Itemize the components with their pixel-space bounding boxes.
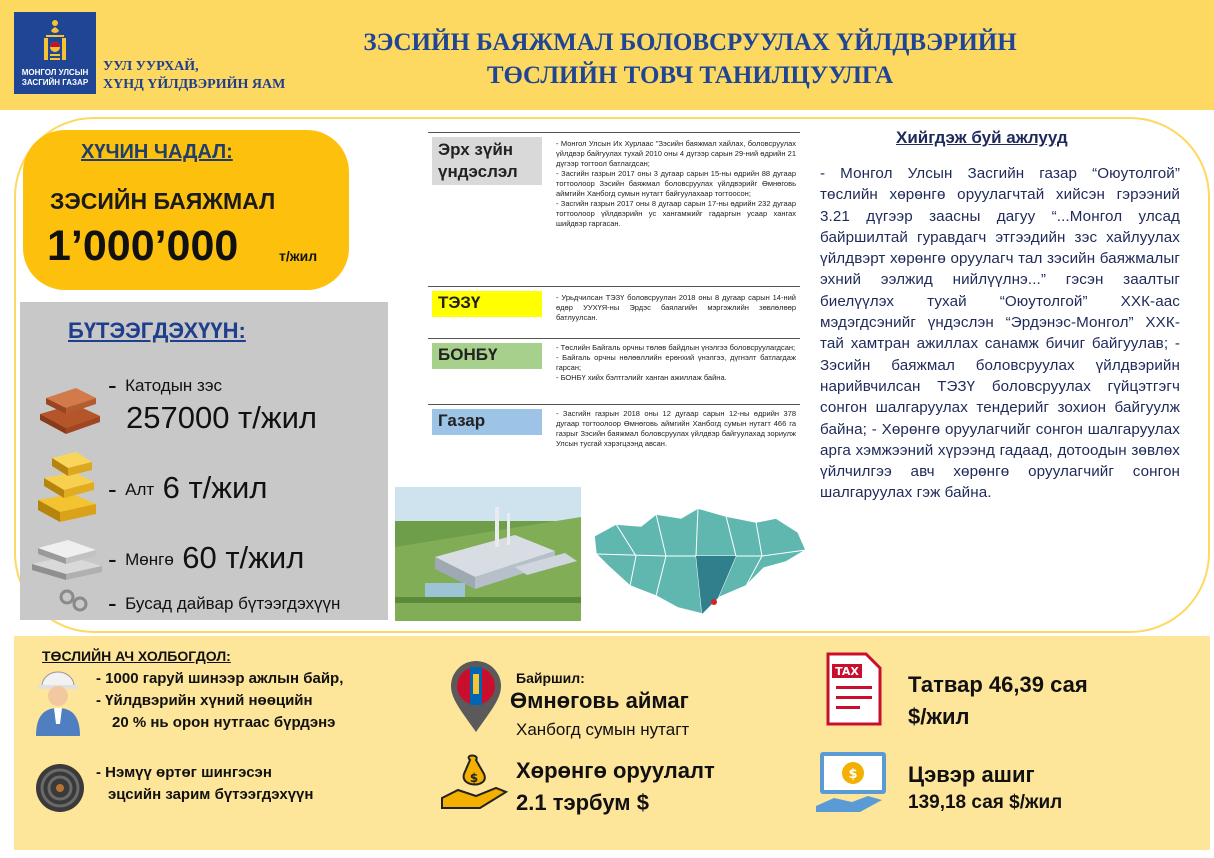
- investment-value: 2.1 тэрбум $: [516, 790, 649, 815]
- capacity-unit: т/жил: [279, 248, 318, 264]
- tax-unit: $/жил: [908, 704, 970, 729]
- legal-text-gazar: - Засгийн газрын 2018 оны 12 дугаар сарын 12-ны өдрийн 378 дугаар тогтоолоор Өмнөговь аймгийн Ханбогд сумын нутагт 466 га газрыг Зэсийн баяжмал боловсруулах үйлдвэр байгуулахад зориулж Улсын тусгай хэрэгцээнд авсан.: [556, 409, 796, 448]
- government-logo: [14, 12, 96, 94]
- jobs-text: - 1000 гаруй шинээр ажлын байр, - Үйлдвэрийн хүний нөөцийн 20 % нь орон нутгаас бүрдэнэ: [96, 670, 344, 731]
- tax-label: Татвар 46,39 сая: [908, 672, 1088, 697]
- legal-row-erh-zui: [428, 132, 800, 288]
- ongoing-works-title: Хийгдэж буй ажлууд: [896, 128, 1068, 147]
- copper-ingot-icon: [34, 374, 104, 436]
- legal-label-erh-zui: Эрх зүйн үндэслэл: [432, 137, 542, 185]
- product-cathode-value: 257000 т/жил: [126, 400, 318, 435]
- investment-icon: [440, 752, 510, 812]
- location-pin-icon: [447, 660, 505, 734]
- legal-label-tezu: ТЭЗҮ: [432, 291, 542, 317]
- logo-text: МОНГОЛ УЛСЫН ЗАСГИЙН ГАЗАР: [21, 68, 89, 87]
- legal-row-bonbu: [428, 338, 800, 404]
- legal-row-gazar: [428, 404, 800, 484]
- capacity-box: [23, 130, 349, 290]
- value-added-text: - Нэмүү өртөг шингэсэн эцсийн зарим бүтээгдэхүүн: [96, 764, 314, 803]
- svg-text:$: $: [848, 767, 858, 782]
- capacity-value: 1’000’000: [47, 222, 239, 270]
- cable-coil-icon: [32, 760, 88, 816]
- tax-document-icon: [822, 650, 886, 728]
- capacity-label: ХҮЧИН ЧАДАЛ:: [81, 141, 233, 163]
- svg-text:$: $: [469, 771, 479, 785]
- legal-row-tezu: [428, 286, 800, 338]
- plant-rendering-image: [395, 487, 581, 621]
- ministry-name: УУЛ УУРХАЙ, ХҮНД ҮЙЛДВЭРИЙН ЯАМ: [103, 59, 286, 92]
- net-profit-value: 139,18 сая $/жил: [908, 792, 1063, 813]
- net-profit-label: Цэвэр ашиг: [908, 762, 1035, 787]
- location-soum: Ханбогд сумын нутагт: [516, 720, 690, 739]
- legal-text-bonbu: - Төслийн Байгаль орчны төлөв байдлын үнэлгээ боловсруулагдсан; - Байгаль орчны нөлөөллийн ерөнхий үнэлгээ, дүгнэлт батлагдаж гарсан; - БОНБҮ хийх бэлтгэлийг ханган ажиллаж байна.: [556, 343, 796, 382]
- product-cathode-copper: - Катодын зэс: [108, 370, 223, 400]
- capacity-subject: ЗЭСИЙН БАЯЖМАЛ: [50, 188, 276, 214]
- products-title: БҮТЭЭГДЭХҮҮН:: [68, 318, 246, 343]
- mongolia-map: [586, 496, 812, 621]
- product-gold: - Алт 6 т/жил: [108, 470, 268, 505]
- header-band: [0, 0, 1214, 110]
- silver-bars-icon: [28, 534, 108, 582]
- products-box: [20, 302, 388, 620]
- location-province: Өмнөговь аймаг: [510, 688, 689, 713]
- worker-icon: [30, 664, 86, 736]
- ongoing-works-text: - Монгол Улсын Засгийн газар “Оюутолгой” төслийн хөрөнгө оруулагчтай хийсэн гэрээний 3.21 дүгээр заасны дагуу “...Монгол улсад байршилтай гуравдагч этгээдийн зэс хайлуулах үйлдвэрт хөрөнгө оруулагч тал зэсийн баяжмалыг эхний ээлжид нийлүүлнэ...” гэсэн заалтыг биелүүлэх тухай “Оюутолгой” ХХК-аас мэдэгдсэнийг үндэслэн “Эрдэнэс-Монгол” ХХК-тай хамтран ажиллах санамж бичиг байгуулав; - Зэсийн баяжмал боловсруулах үйлдвэрийн нарийвчилсан ТЭЗҮ боловсруулах гүйцэтгэгч сонгон шалгаруулах тендерийг зохион байгуулж байна; - Хөрөнгө оруулагчийг сонгон шалгаруулах арга хэмжээний хүрээнд гадаад, дотоодын зөвлөх үйлчилгээ авч хөрөнгө оруулагчийг сонгон шалгаруулах гэж байна.: [820, 165, 1180, 502]
- legal-label-bonbu: БОНБҮ: [432, 343, 542, 369]
- location-label: Байршил:: [516, 670, 585, 686]
- legal-label-gazar: Газар: [432, 409, 542, 435]
- gold-bars-icon: [30, 450, 106, 532]
- net-profit-icon: [812, 748, 894, 814]
- legal-text-tezu: - Урьдчилсан ТЭЗҮ боловсруулан 2018 оны 8 дугаар сарын 14-ний өдөр УУХҮЯ-ны Эрдэс баялагийн мэргэжлийн зөвлөлөөр батлуулсан.: [556, 293, 796, 322]
- svg-text:TAX: TAX: [835, 665, 859, 678]
- byproduct-icon: [58, 588, 88, 614]
- legal-text-erh-zui: - Монгол Улсын Их Хурлаас "Зэсийн баяжмал хайлах, боловсруулах үйлдвэр байгуулах тухай 2010 оны 4 дүгээр сарын 29-ний өдрийн 21 дүгээр тогтоол батлагдсан; - Засгийн газрын 2017 оны 3 дугаар сарын 15-ны өдрийн 88 дугаар тогтоолоор Зэсийн баяжмал боловсруулах үйлдвэрийг Өмнөговь аймгийн Ханбогд сумын нутагт байгуулахаар тогтоосон; - Засгийн газрын 2017 оны 8 дугаар сарын 17-ны өдрийн 232 дугаар тогтоолоор үйлдвэрийн ус хангамжийг гадаргын усаар хангах шийдвэр гаргасан.: [556, 139, 796, 228]
- page-title: ЗЭСИЙН БАЯЖМАЛ БОЛОВСРУУЛАХ ҮЙЛДВЭРИЙН ТӨСЛИЙН ТОВЧ ТАНИЛЦУУЛГА: [363, 29, 1017, 89]
- significance-title: ТӨСЛИЙН АЧ ХОЛБОГДОЛ:: [42, 648, 231, 664]
- soyombo-icon: [44, 18, 66, 64]
- product-byproducts: - Бусад дайвар бүтээгдэхүүн: [108, 588, 341, 618]
- legal-basis-table: [428, 132, 800, 484]
- investment-label: Хөрөнгө оруулалт: [516, 758, 715, 783]
- product-silver: - Мөнгө 60 т/жил: [108, 540, 305, 575]
